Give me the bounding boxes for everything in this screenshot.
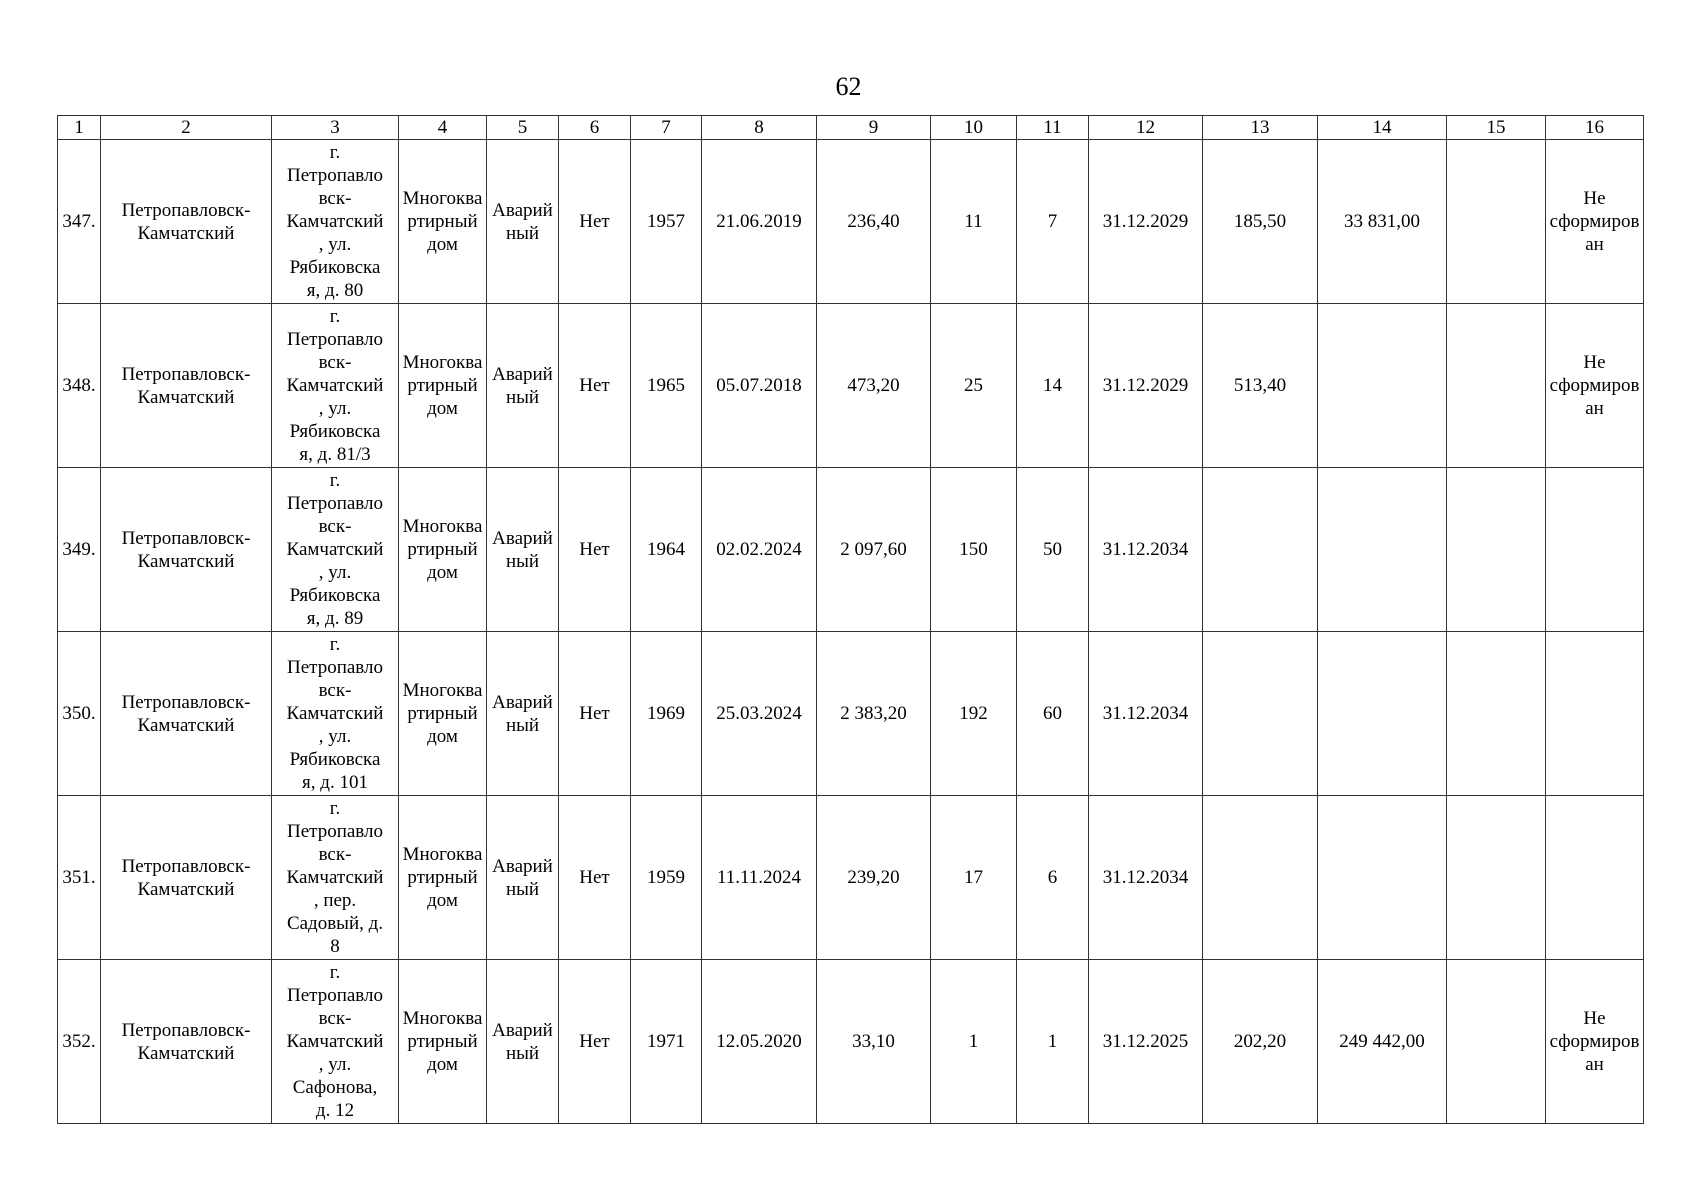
building-type-cell: Многоква ртирный дом bbox=[399, 304, 487, 468]
units-cell: 6 bbox=[1017, 796, 1089, 960]
condition-cell: Аварий ный bbox=[487, 468, 559, 632]
column-header-6: 6 bbox=[559, 116, 631, 140]
building-type-cell: Многоква ртирный дом bbox=[399, 468, 487, 632]
table-row bbox=[58, 140, 1644, 304]
resettlement-deadline-cell: 31.12.2029 bbox=[1089, 140, 1203, 304]
recognition-date-cell: 21.06.2019 bbox=[702, 140, 817, 304]
building-type-cell: Многоква ртирный дом bbox=[399, 140, 487, 304]
year-built-cell: 1965 bbox=[631, 304, 702, 468]
condition-cell: Аварий ный bbox=[487, 632, 559, 796]
year-built-cell: 1959 bbox=[631, 796, 702, 960]
col-13-value-cell: 202,20 bbox=[1203, 960, 1318, 1124]
residents-cell: 17 bbox=[931, 796, 1017, 960]
registry-table bbox=[57, 115, 1644, 1124]
address-cell: г. Петропавло вск- Камчатский , ул. Рябиковска я, д. 81/3 bbox=[272, 304, 399, 468]
recognition-date-cell: 12.05.2020 bbox=[702, 960, 817, 1124]
col-14-value-cell bbox=[1318, 468, 1447, 632]
residents-cell: 11 bbox=[931, 140, 1017, 304]
recognition-date-cell: 02.02.2024 bbox=[702, 468, 817, 632]
table-row bbox=[58, 960, 1644, 1124]
table-body bbox=[58, 140, 1644, 1124]
col-13-value-cell bbox=[1203, 468, 1318, 632]
column-header-3: 3 bbox=[272, 116, 399, 140]
status-note-cell: Не сформиров ан bbox=[1546, 960, 1644, 1124]
status-note-cell bbox=[1546, 468, 1644, 632]
address-cell: г. Петропавло вск- Камчатский , ул. Сафонова, д. 12 bbox=[272, 960, 399, 1124]
residents-cell: 192 bbox=[931, 632, 1017, 796]
col-15-value-cell bbox=[1447, 468, 1546, 632]
col-14-value-cell: 33 831,00 bbox=[1318, 140, 1447, 304]
column-header-7: 7 bbox=[631, 116, 702, 140]
condition-cell: Аварий ный bbox=[487, 304, 559, 468]
residents-cell: 150 bbox=[931, 468, 1017, 632]
table-row bbox=[58, 632, 1644, 796]
column-header-14: 14 bbox=[1318, 116, 1447, 140]
area-cell: 473,20 bbox=[817, 304, 931, 468]
flag-cell: Нет bbox=[559, 304, 631, 468]
col-15-value-cell bbox=[1447, 304, 1546, 468]
area-cell: 236,40 bbox=[817, 140, 931, 304]
table-row bbox=[58, 304, 1644, 468]
flag-cell: Нет bbox=[559, 140, 631, 304]
condition-cell: Аварий ный bbox=[487, 796, 559, 960]
address-cell: г. Петропавло вск- Камчатский , ул. Рябиковска я, д. 80 bbox=[272, 140, 399, 304]
col-15-value-cell bbox=[1447, 960, 1546, 1124]
col-13-value-cell: 513,40 bbox=[1203, 304, 1318, 468]
row-number-cell: 348. bbox=[58, 304, 101, 468]
address-cell: г. Петропавло вск- Камчатский , ул. Рябиковска я, д. 89 bbox=[272, 468, 399, 632]
resettlement-deadline-cell: 31.12.2025 bbox=[1089, 960, 1203, 1124]
flag-cell: Нет bbox=[559, 468, 631, 632]
year-built-cell: 1971 bbox=[631, 960, 702, 1124]
status-note-cell: Не сформиров ан bbox=[1546, 140, 1644, 304]
building-type-cell: Многоква ртирный дом bbox=[399, 960, 487, 1124]
column-header-10: 10 bbox=[931, 116, 1017, 140]
building-type-cell: Многоква ртирный дом bbox=[399, 796, 487, 960]
municipality-cell: Петропавловск- Камчатский bbox=[101, 304, 272, 468]
units-cell: 7 bbox=[1017, 140, 1089, 304]
header-row bbox=[58, 116, 1644, 140]
table-row bbox=[58, 468, 1644, 632]
condition-cell: Аварий ный bbox=[487, 960, 559, 1124]
flag-cell: Нет bbox=[559, 632, 631, 796]
residents-cell: 1 bbox=[931, 960, 1017, 1124]
flag-cell: Нет bbox=[559, 796, 631, 960]
resettlement-deadline-cell: 31.12.2034 bbox=[1089, 632, 1203, 796]
status-note-cell: Не сформиров ан bbox=[1546, 304, 1644, 468]
residents-cell: 25 bbox=[931, 304, 1017, 468]
column-header-1: 1 bbox=[58, 116, 101, 140]
column-header-13: 13 bbox=[1203, 116, 1318, 140]
resettlement-deadline-cell: 31.12.2034 bbox=[1089, 468, 1203, 632]
municipality-cell: Петропавловск- Камчатский bbox=[101, 468, 272, 632]
year-built-cell: 1969 bbox=[631, 632, 702, 796]
row-number-cell: 349. bbox=[58, 468, 101, 632]
col-13-value-cell: 185,50 bbox=[1203, 140, 1318, 304]
table-row bbox=[58, 796, 1644, 960]
units-cell: 60 bbox=[1017, 632, 1089, 796]
col-14-value-cell bbox=[1318, 632, 1447, 796]
municipality-cell: Петропавловск- Камчатский bbox=[101, 796, 272, 960]
col-15-value-cell bbox=[1447, 796, 1546, 960]
municipality-cell: Петропавловск- Камчатский bbox=[101, 632, 272, 796]
year-built-cell: 1957 bbox=[631, 140, 702, 304]
building-type-cell: Многоква ртирный дом bbox=[399, 632, 487, 796]
status-note-cell bbox=[1546, 632, 1644, 796]
row-number-cell: 350. bbox=[58, 632, 101, 796]
col-15-value-cell bbox=[1447, 140, 1546, 304]
col-13-value-cell bbox=[1203, 632, 1318, 796]
municipality-cell: Петропавловск- Камчатский bbox=[101, 960, 272, 1124]
resettlement-deadline-cell: 31.12.2034 bbox=[1089, 796, 1203, 960]
units-cell: 14 bbox=[1017, 304, 1089, 468]
year-built-cell: 1964 bbox=[631, 468, 702, 632]
resettlement-deadline-cell: 31.12.2029 bbox=[1089, 304, 1203, 468]
municipality-cell: Петропавловск- Камчатский bbox=[101, 140, 272, 304]
column-header-2: 2 bbox=[101, 116, 272, 140]
column-header-8: 8 bbox=[702, 116, 817, 140]
col-15-value-cell bbox=[1447, 632, 1546, 796]
condition-cell: Аварий ный bbox=[487, 140, 559, 304]
row-number-cell: 351. bbox=[58, 796, 101, 960]
page-number: 62 bbox=[835, 72, 862, 101]
column-header-9: 9 bbox=[817, 116, 931, 140]
flag-cell: Нет bbox=[559, 960, 631, 1124]
column-header-16: 16 bbox=[1546, 116, 1644, 140]
col-14-value-cell bbox=[1318, 304, 1447, 468]
address-cell: г. Петропавло вск- Камчатский , пер. Садовый, д. 8 bbox=[272, 796, 399, 960]
area-cell: 2 383,20 bbox=[817, 632, 931, 796]
units-cell: 1 bbox=[1017, 960, 1089, 1124]
column-header-5: 5 bbox=[487, 116, 559, 140]
row-number-cell: 352. bbox=[58, 960, 101, 1124]
recognition-date-cell: 11.11.2024 bbox=[702, 796, 817, 960]
area-cell: 239,20 bbox=[817, 796, 931, 960]
units-cell: 50 bbox=[1017, 468, 1089, 632]
col-14-value-cell: 249 442,00 bbox=[1318, 960, 1447, 1124]
row-number-cell: 347. bbox=[58, 140, 101, 304]
column-header-4: 4 bbox=[399, 116, 487, 140]
column-header-12: 12 bbox=[1089, 116, 1203, 140]
status-note-cell bbox=[1546, 796, 1644, 960]
recognition-date-cell: 05.07.2018 bbox=[702, 304, 817, 468]
column-header-11: 11 bbox=[1017, 116, 1089, 140]
col-13-value-cell bbox=[1203, 796, 1318, 960]
col-14-value-cell bbox=[1318, 796, 1447, 960]
address-cell: г. Петропавло вск- Камчатский , ул. Рябиковска я, д. 101 bbox=[272, 632, 399, 796]
area-cell: 2 097,60 bbox=[817, 468, 931, 632]
area-cell: 33,10 bbox=[817, 960, 931, 1124]
recognition-date-cell: 25.03.2024 bbox=[702, 632, 817, 796]
column-header-15: 15 bbox=[1447, 116, 1546, 140]
